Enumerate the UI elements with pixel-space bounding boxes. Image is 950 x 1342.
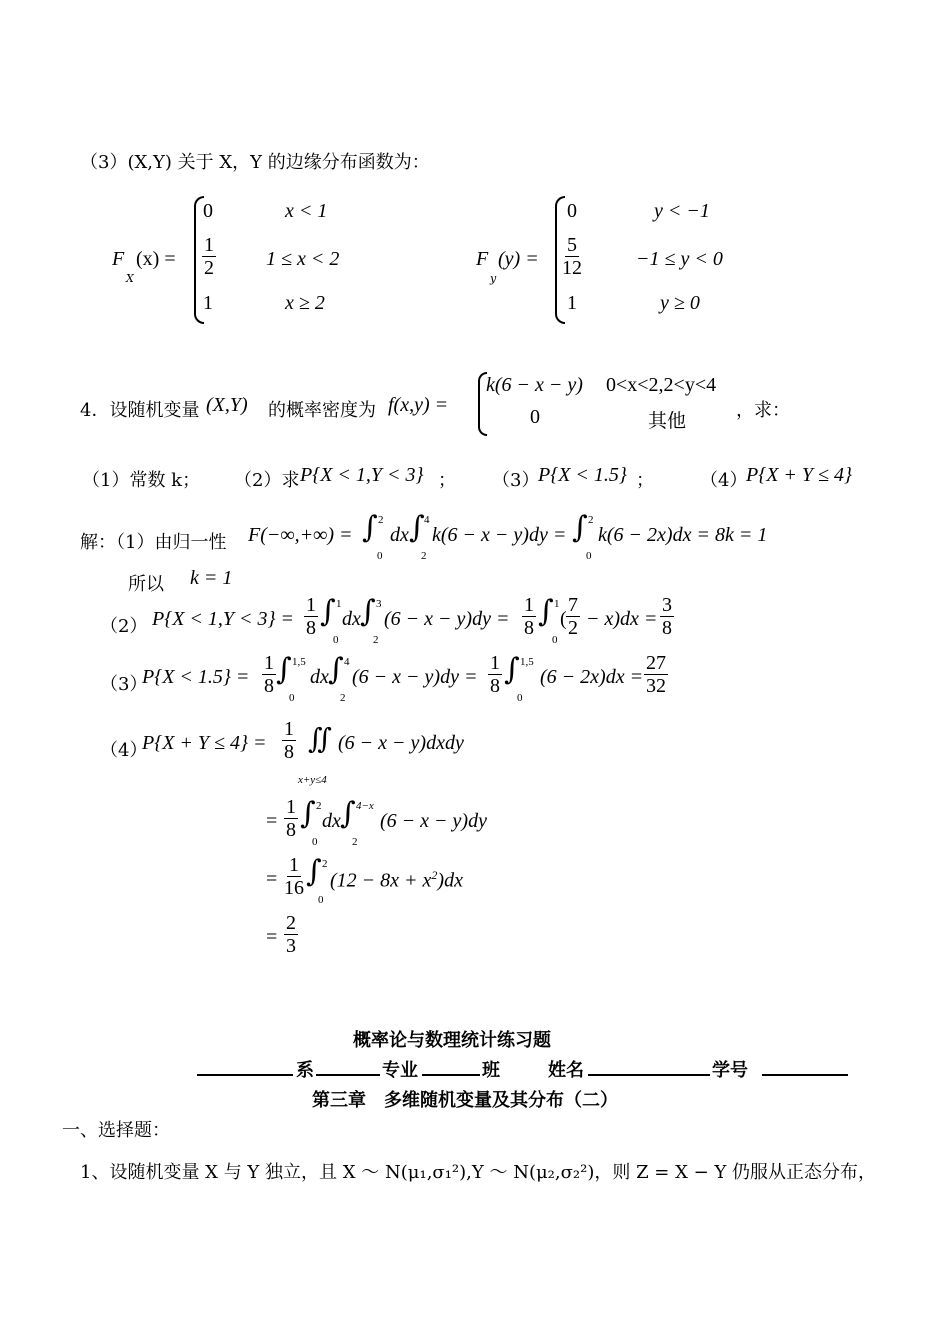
sol4-line4-eq: = (266, 926, 278, 948)
major-blank[interactable] (316, 1074, 380, 1076)
dept-blank[interactable] (197, 1074, 293, 1076)
q4-case2-cond: 其他 (648, 410, 687, 432)
sol4-line3-eq: = (266, 868, 278, 890)
sol1-dx: dx (390, 524, 409, 546)
sol4-line2-frac: $\frac{1}{8}$ (286, 796, 296, 841)
sol3-body: (6 − x − y)dy = (352, 666, 478, 688)
fx-label: F (112, 248, 125, 270)
sol2-int3-lower: 0 (552, 634, 558, 646)
dept-label: 系 (296, 1060, 314, 1081)
sol2-integral-1: ∫ (320, 594, 336, 629)
sol2-frac-3: $\frac{7}{2}$ (568, 594, 578, 639)
fx-case-1-cond: x < 1 (285, 200, 328, 222)
sol3-int1-lower: 0 (289, 692, 295, 704)
fy-case-2-value (560, 234, 584, 279)
fx-case-3-value: 1 (203, 292, 213, 314)
fy-label: F (476, 248, 489, 270)
sol3-integral-1: ∫ (276, 652, 292, 687)
sol3-lhs: P{X < 1.5} = (142, 666, 250, 688)
sol4-line3-integral: ∫ (306, 854, 322, 889)
subq-1: （1）常数 k； (82, 470, 201, 491)
sol2-close: − x)dx = (586, 608, 658, 630)
sol4-body: (6 − x − y)dxdy (338, 732, 464, 754)
sol3-label: （3） (100, 674, 148, 695)
sol3-int1-upper: 1,5 (292, 656, 306, 668)
sol4-line2-int1-lower: 0 (312, 836, 318, 848)
q4-f: f(x,y) = (388, 394, 449, 416)
sol1-int3-lower: 0 (586, 550, 592, 562)
fx-case-2-num: 1 (204, 234, 214, 256)
q4-case2-expr: 0 (530, 406, 540, 428)
fx-arg: (x) = (136, 248, 176, 270)
fy-case-2-den: 12 (562, 257, 582, 279)
sol3-body2: (6 − 2x)dx = (540, 666, 644, 688)
sol3-dx: dx (310, 666, 329, 688)
subq-3-tail: ； (636, 470, 654, 491)
sol2-int1-lower: 0 (333, 634, 339, 646)
fy-case-3-cond: y ≥ 0 (660, 292, 700, 314)
sol4-line2-integral-2: ∫ (340, 796, 356, 831)
sol4-line2-body: (6 − x − y)dy (380, 810, 487, 832)
sol3-int3-lower: 0 (517, 692, 523, 704)
sol3-int2-lower: 2 (340, 692, 346, 704)
sol4-region: x+y≤4 (298, 774, 327, 786)
sol3-integral-2: ∫ (328, 652, 344, 687)
fy-case-1-cond: y < −1 (654, 200, 710, 222)
subq-3-label: （3） (492, 470, 540, 491)
sol1-int1-lower: 0 (377, 550, 383, 562)
fy-case-1-value: 0 (567, 200, 577, 222)
sol2-int2-upper: 3 (376, 598, 382, 610)
so-expr: k = 1 (190, 567, 233, 589)
name-blank[interactable] (588, 1074, 710, 1076)
page-title: 概率论与数理统计练习题 (353, 1030, 551, 1051)
sol2-lhs: P{X < 1,Y < 3} = (152, 608, 295, 630)
fx-case-2-cond: 1 ≤ x < 2 (266, 248, 340, 270)
sol2-int3-upper: 1 (554, 598, 560, 610)
fy-case-3-value: 1 (567, 292, 577, 314)
sol4-line2-int1-upper: 2 (316, 800, 322, 812)
sol2-dx: dx (342, 608, 361, 630)
subq-2-label: （2）求 (234, 470, 300, 491)
sol4-line3-int-upper: 2 (322, 858, 328, 870)
sol2-integral-2: ∫ (360, 594, 376, 629)
sol2-body: (6 − x − y)dy = (384, 608, 510, 630)
sol4-lhs: P{X + Y ≤ 4} = (142, 732, 267, 754)
sol1-lhs: F(−∞,+∞) = (248, 524, 353, 546)
sol2-int2-lower: 2 (373, 634, 379, 646)
q4-case1-expr: k(6 − x − y) (486, 374, 583, 396)
q4-mid: 的概率密度为 (268, 400, 376, 421)
sol3-integral-3: ∫ (504, 652, 520, 687)
fy-sub: y (490, 272, 497, 285)
fy-case-2-num: 5 (567, 234, 577, 256)
subq-2-expr: P{X < 1,Y < 3} (300, 464, 424, 486)
q4-prefix: 4．设随机变量 (80, 400, 200, 421)
sol1-integral-1: ∫ (362, 510, 378, 545)
sol4-line2-integral-1: ∫ (300, 796, 316, 831)
sol2-integral-3: ∫ (538, 594, 554, 629)
fy-arg: (y) = (498, 248, 539, 270)
sol2-label: （2） (100, 616, 148, 637)
sol2-frac-2: $\frac{1}{8}$ (524, 594, 534, 639)
sol4-frac: $\frac{1}{8}$ (284, 718, 294, 763)
subq-4-label: （4） (700, 470, 748, 491)
sol1-body: k(6 − x − y)dy = (432, 524, 567, 546)
subq-2-tail: ； (438, 470, 456, 491)
sol4-double-integral: ∬ (308, 722, 332, 755)
chapter-title: 第三章 多维随机变量及其分布（二） (312, 1090, 618, 1111)
sol2-result: $\frac{3}{8}$ (662, 594, 672, 639)
id-label: 学号 (712, 1060, 748, 1081)
sol4-line2-dx: dx (322, 810, 341, 832)
subq-4-expr: P{X + Y ≤ 4} (746, 464, 853, 486)
sol3-int3-upper: 1,5 (520, 656, 534, 668)
sol1-integral-2: ∫ (409, 510, 425, 545)
name-label: 姓名 (548, 1060, 584, 1081)
q4-xy: (X,Y) (206, 394, 248, 416)
sol3-frac-1: $\frac{1}{8}$ (264, 652, 274, 697)
sol1-int2-upper: 4 (424, 514, 430, 526)
sol4-line2-int2-upper: 4−x (356, 800, 374, 812)
class-blank[interactable] (422, 1074, 480, 1076)
fx-case-3-cond: x ≥ 2 (285, 292, 325, 314)
sol1-int2-lower: 2 (421, 550, 427, 562)
sol4-line2-int2-lower: 2 (352, 836, 358, 848)
q4-case1-cond: 0<x<2,2<y<4 (606, 374, 717, 396)
major-label: 专业 (382, 1060, 418, 1081)
sol2-open: ( (560, 608, 567, 630)
subq-3-expr: P{X < 1.5} (538, 464, 627, 486)
section-heading: 一、选择题： (62, 1120, 170, 1141)
sol4-line3-int-lower: 0 (318, 894, 324, 906)
sol1-integral-3: ∫ (572, 510, 588, 545)
fx-case-2-value (202, 234, 216, 279)
sol2-int1-upper: 1 (336, 598, 342, 610)
sol3-int2-upper: 4 (344, 656, 350, 668)
fx-case-1-value: 0 (203, 200, 213, 222)
sol1-int1-upper: 2 (378, 514, 384, 526)
sol3-result: $\frac{27}{32}$ (646, 652, 666, 697)
sol3-frac-2: $\frac{1}{8}$ (490, 652, 500, 697)
fy-case-2-cond: −1 ≤ y < 0 (636, 248, 723, 270)
so-label: 所以 (128, 574, 164, 595)
fx-sub: X (126, 272, 134, 285)
sol2-frac-1: $\frac{1}{8}$ (306, 594, 316, 639)
sol4-label: （4） (100, 740, 148, 761)
sol1-int3-upper: 2 (588, 514, 594, 526)
sol1-label: 解：（1）由归一性 (80, 532, 227, 553)
q4-suffix: ，求： (736, 400, 790, 421)
id-blank[interactable] (762, 1074, 848, 1076)
sol4-line4-result: $\frac{2}{3}$ (286, 912, 296, 957)
fx-case-2-den: 2 (204, 257, 214, 279)
part3-intro: （3）(X,Y) 关于 X，Y 的边缘分布函数为： (80, 152, 430, 173)
sol4-line2-eq: = (266, 810, 278, 832)
sol4-line3-body: $(12 - 8x + x^2)dx$ (330, 868, 463, 892)
choice-q1-text: 1、设随机变量 X 与 Y 独立，且 X ～ N(μ₁,σ₁²),Y ～ N(μ₂,σ₂²)，则 Z = X − Y 仍服从正态分布， (80, 1162, 877, 1183)
sol1-rhs: k(6 − 2x)dx = 8k = 1 (598, 524, 768, 546)
sol4-line3-frac: $\frac{1}{16}$ (284, 854, 304, 899)
class-label: 班 (482, 1060, 500, 1081)
